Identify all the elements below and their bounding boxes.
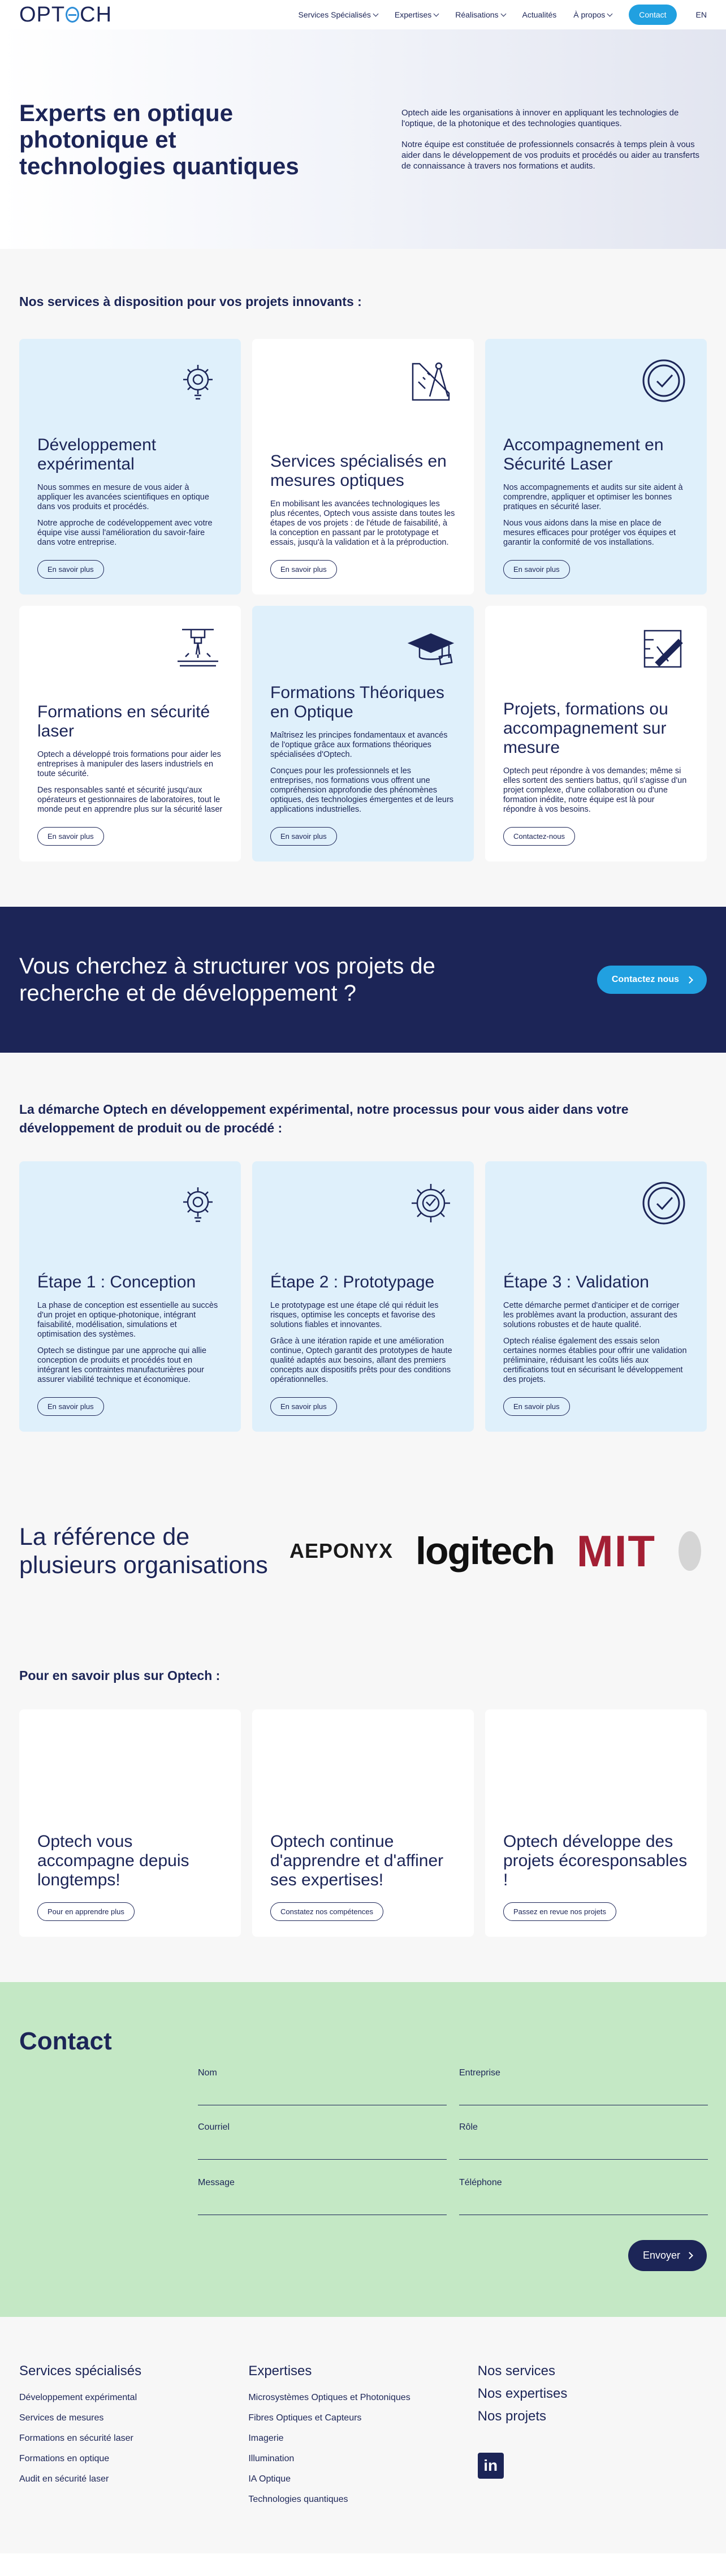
phone-field[interactable] xyxy=(459,2178,708,2215)
hero-text xyxy=(401,107,707,171)
more-card xyxy=(19,1709,241,1937)
chevron-down-icon xyxy=(500,11,506,16)
process-section xyxy=(0,1053,726,1479)
footer-link[interactable]: Microsystèmes Optiques et Photoniques xyxy=(248,2393,410,2402)
services-grid xyxy=(19,339,707,861)
process-card xyxy=(19,1161,241,1432)
message-field[interactable] xyxy=(198,2178,447,2215)
card-paragraph: Maîtrisez les principes fondamentaux et avancés de l'optique grâce aux formations théoriques spécialisées d'Optech. xyxy=(270,731,448,759)
send-button[interactable] xyxy=(628,2240,707,2271)
card-title: Projets, formations ou accompagnement sur mesure xyxy=(503,700,668,757)
field-label: Téléphone xyxy=(459,2178,502,2187)
card-paragraph: Optech a développé trois formations pour aider les entreprises à manipuler des lasers industriels en toute sécurité. xyxy=(37,750,221,778)
send-label: Envoyer xyxy=(642,2250,680,2261)
chevron-right-icon xyxy=(686,2252,693,2259)
footer-link[interactable]: Développement expérimental xyxy=(19,2393,137,2402)
learn-more-button[interactable]: En savoir plus xyxy=(270,827,337,846)
nav-label: À propos xyxy=(573,10,606,19)
footer-col-nav xyxy=(478,2363,707,2553)
footer-link[interactable]: Formations en sécurité laser xyxy=(19,2433,133,2443)
footer-link[interactable]: Nos projets xyxy=(477,2409,547,2424)
card-body xyxy=(503,1301,689,1385)
card-paragraph: Le prototypage est une étape clé qui réduit les risques, optimise les concepts et favorise des solutions fiables et innovantes. xyxy=(270,1301,439,1329)
card-paragraph: La phase de conception est essentielle au succès d'un projet en optique-photonique, intégrant faisabilité, modélisation, simulations et optimisation des systèmes. xyxy=(37,1301,218,1339)
footer-col-services xyxy=(19,2363,248,2553)
cta-contact-button[interactable] xyxy=(597,966,707,994)
nav-contact-button[interactable]: Contact xyxy=(629,5,676,25)
logo-e-icon xyxy=(66,7,79,23)
card-paragraph: Optech peut répondre à vos demandes; même si elles sortent des sentiers battus, qu'il s'agisse d'un projet complexe, d'une collaboration ou d'une formation inédite, notre équipe est là pour répondre à vos besoins. xyxy=(503,766,687,814)
footer-link[interactable]: Illumination xyxy=(248,2454,295,2463)
footer-col-expertises xyxy=(248,2363,477,2553)
more-grid xyxy=(19,1709,707,1937)
footer-link[interactable]: Formations en optique xyxy=(19,2454,110,2463)
more-section xyxy=(0,1623,726,1982)
field-label: Entreprise xyxy=(459,2068,500,2078)
card-body xyxy=(503,483,689,548)
card-body xyxy=(270,1301,456,1385)
service-card xyxy=(19,606,241,861)
learn-more-button[interactable]: En savoir plus xyxy=(270,560,337,579)
card-title: Étape 2 : Prototypage xyxy=(270,1273,435,1291)
chevron-down-icon xyxy=(607,11,613,16)
cta-button-label: Contactez nous xyxy=(611,975,679,984)
card-body xyxy=(270,731,456,815)
name-field[interactable] xyxy=(198,2068,447,2105)
more-card-button[interactable]: Constatez nos compétences xyxy=(270,1902,383,1921)
gear-bulb-icon xyxy=(174,1179,222,1227)
learn-more-button[interactable]: En savoir plus xyxy=(270,1397,337,1416)
laser-cutter-icon xyxy=(174,624,222,671)
language-switch[interactable]: EN xyxy=(695,10,707,19)
contact-section xyxy=(0,1982,726,2317)
check-badge-icon xyxy=(640,1179,688,1227)
footer-link[interactable]: Imagerie xyxy=(248,2433,284,2443)
company-field[interactable] xyxy=(459,2068,708,2105)
aeponyx-logo: AEPONYX xyxy=(289,1539,394,1562)
card-paragraph: Conçues pour les professionnels et les entreprises, nos formations vous offrent une compréhension approfondie des phénomènes optiques, des technologies émergentes et de leurs applications industrielles. xyxy=(270,766,454,814)
optech-logo[interactable] xyxy=(19,3,112,27)
chevron-right-icon xyxy=(686,976,693,984)
card-title: Développement expérimental xyxy=(37,436,157,473)
card-title: Optech développe des projets écoresponsables ! xyxy=(503,1832,688,1889)
email-field[interactable] xyxy=(198,2122,447,2160)
gear-icon xyxy=(407,1179,455,1227)
footer-link[interactable]: Technologies quantiques xyxy=(248,2495,348,2504)
contact-us-button[interactable]: Contactez-nous xyxy=(503,827,575,846)
nav-item-services[interactable] xyxy=(299,10,378,19)
card-paragraph: Grâce à une itération rapide et une amélioration continue, Optech garantit des prototypes de haute qualité adaptés aux besoins, allant des premiers concepts aux dispositifs prêts pour des conditions opérationnelles. xyxy=(270,1337,452,1384)
field-label: Rôle xyxy=(459,2122,478,2132)
card-paragraph: Cette démarche permet d'anticiper et de corriger les problèmes avant la production, assurant des solutions robustes et de haute qualité. xyxy=(503,1301,680,1329)
nav-label: Réalisations xyxy=(455,10,499,19)
card-paragraph: Nous vous aidons dans la mise en place de mesures efficaces pour protéger vos équipes et garantir la conformité de vos installations. xyxy=(503,519,676,547)
card-title: Étape 3 : Validation xyxy=(503,1273,649,1291)
logitech-logo: logitech xyxy=(416,1530,554,1573)
gear-bulb-icon xyxy=(174,357,222,404)
footer-link[interactable]: Nos services xyxy=(477,2363,556,2379)
footer-link[interactable]: Services de mesures xyxy=(19,2413,104,2423)
more-card xyxy=(485,1709,707,1937)
nav-item-expertises[interactable] xyxy=(395,10,438,19)
more-card xyxy=(252,1709,474,1937)
more-card-button[interactable]: Passez en revue nos projets xyxy=(503,1902,616,1921)
service-card xyxy=(485,339,707,595)
more-title: Pour en savoir plus sur Optech : xyxy=(19,1668,221,1683)
role-field[interactable] xyxy=(459,2122,708,2160)
learn-more-button[interactable]: En savoir plus xyxy=(503,1397,570,1416)
card-title: Services spécialisés en mesures optiques xyxy=(270,452,447,490)
nav-label: Actualités xyxy=(522,10,557,19)
partial-logo xyxy=(679,1531,701,1571)
cta-title: Vous cherchez à structurer vos projets de recherche et de développement ? xyxy=(19,954,435,1006)
references-title: La référence de plusieurs organisations xyxy=(19,1523,268,1579)
service-card xyxy=(19,339,241,595)
services-title: Nos services à disposition pour vos projets innovants : xyxy=(19,294,362,309)
logo-carousel xyxy=(289,1526,701,1577)
learn-more-button[interactable]: En savoir plus xyxy=(37,560,104,579)
chevron-down-icon xyxy=(434,11,439,16)
nav-links xyxy=(299,5,707,25)
card-body xyxy=(37,483,223,548)
card-title: Étape 1 : Conception xyxy=(37,1273,196,1291)
check-badge-icon xyxy=(640,357,688,404)
footer-link[interactable]: IA Optique xyxy=(248,2474,291,2484)
footer-heading: Expertises xyxy=(248,2363,312,2379)
footer-link[interactable]: Nos expertises xyxy=(477,2386,568,2401)
learn-more-button[interactable]: En savoir plus xyxy=(37,827,104,846)
nav-item-realisations[interactable] xyxy=(455,10,505,19)
card-paragraph: Optech réalise également des essais selon certaines normes établies pour offrir une validation préliminaire, réduisant les coûts liés aux certifications tout en sécurisant le développement des projets. xyxy=(503,1337,687,1384)
card-paragraph: En mobilisant les avancées technologiques les plus récentes, Optech vous assiste dans toutes les étapes de vos projets : de l'étude de faisabilité, à la conception en passant par le prototypage et essais, jusqu'à la validation et à la préproduction. xyxy=(270,499,455,547)
card-body xyxy=(37,1301,223,1385)
logo-text-right: CH xyxy=(80,2,113,27)
card-body xyxy=(270,499,456,548)
service-card xyxy=(252,339,474,595)
footer-link[interactable]: Audit en sécurité laser xyxy=(19,2474,109,2484)
process-title: La démarche Optech en développement expérimental, notre processus pour vous aider dans votre développement de produit ou de procédé : xyxy=(19,1102,629,1135)
card-paragraph: Des responsables santé et sécurité jusqu'aux opérateurs et gestionnaires de laboratoires, tout le monde peut en apprendre plus sur la sécurité laser xyxy=(37,786,223,814)
footer xyxy=(0,2317,726,2553)
hero-paragraph: Notre équipe est constituée de professionnels consacrés à temps plein à vous aider dans le développement de vos produits et procédés ou aider au transferts de connaissance à travers nos formations et audits. xyxy=(401,139,699,171)
top-nav xyxy=(0,0,726,29)
card-paragraph: Notre approche de codéveloppement avec votre équipe vise aussi l'amélioration du savoir-faire dans votre entreprise. xyxy=(37,519,213,547)
service-card xyxy=(485,606,707,861)
nav-item-actualites[interactable] xyxy=(522,10,557,19)
drafting-icon xyxy=(640,624,688,671)
nav-label: Services Spécialisés xyxy=(298,10,371,19)
services-section xyxy=(0,249,726,907)
field-label: Courriel xyxy=(198,2122,230,2132)
card-body xyxy=(503,766,689,815)
card-paragraph: Nous sommes en mesure de vous aider à appliquer les avancées scientifiques en optique dans vos produits et procédés. xyxy=(37,483,209,511)
process-card xyxy=(485,1161,707,1432)
contact-title: Contact xyxy=(19,2027,112,2055)
card-paragraph: Optech se distingue par une approche qui allie conception de produits et procédés tout en intégrant les contraintes manufacturières pour assurer viabilité technique et économique. xyxy=(37,1346,207,1384)
references-section xyxy=(0,1479,726,1623)
process-card xyxy=(252,1161,474,1432)
learn-more-button[interactable]: En savoir plus xyxy=(503,560,570,579)
hero xyxy=(0,29,726,249)
card-title: Accompagnement en Sécurité Laser xyxy=(503,436,664,473)
chevron-down-icon xyxy=(373,11,378,16)
card-title: Formations en sécurité laser xyxy=(37,703,210,740)
card-title: Formations Théoriques en Optique xyxy=(270,683,444,721)
hero-paragraph: Optech aide les organisations à innover en appliquant les technologies de l'optique, de la photonique et des technologies quantiques. xyxy=(401,107,679,128)
card-title: Optech vous accompagne depuis longtemps! xyxy=(37,1832,189,1889)
ruler-compass-icon xyxy=(407,357,455,404)
process-grid xyxy=(19,1161,707,1432)
card-paragraph: Nos accompagnements et audits sur site aident à comprendre, appliquer et optimiser les bonnes pratiques en sécurité laser. xyxy=(503,483,683,511)
nav-label: Expertises xyxy=(394,10,432,19)
service-card xyxy=(252,606,474,861)
card-body xyxy=(37,750,223,815)
nav-item-apropos[interactable] xyxy=(573,10,612,19)
footer-link[interactable]: Fibres Optiques et Capteurs xyxy=(248,2413,362,2423)
field-label: Nom xyxy=(198,2068,217,2078)
field-label: Message xyxy=(198,2178,235,2187)
learn-more-button[interactable]: En savoir plus xyxy=(37,1397,104,1416)
graduation-cap-icon xyxy=(407,624,455,671)
mit-logo: MIT xyxy=(576,1526,656,1576)
more-card-button[interactable]: Pour en apprendre plus xyxy=(37,1902,135,1921)
linkedin-icon[interactable]: in xyxy=(478,2453,504,2479)
hero-title: Experts en optique photonique et technologies quantiques xyxy=(19,99,299,179)
cta-banner xyxy=(0,907,726,1053)
footer-heading: Services spécialisés xyxy=(19,2363,142,2379)
logo-text-left: OPT xyxy=(19,2,66,27)
card-title: Optech continue d'apprendre et d'affiner ses expertises! xyxy=(270,1832,444,1889)
